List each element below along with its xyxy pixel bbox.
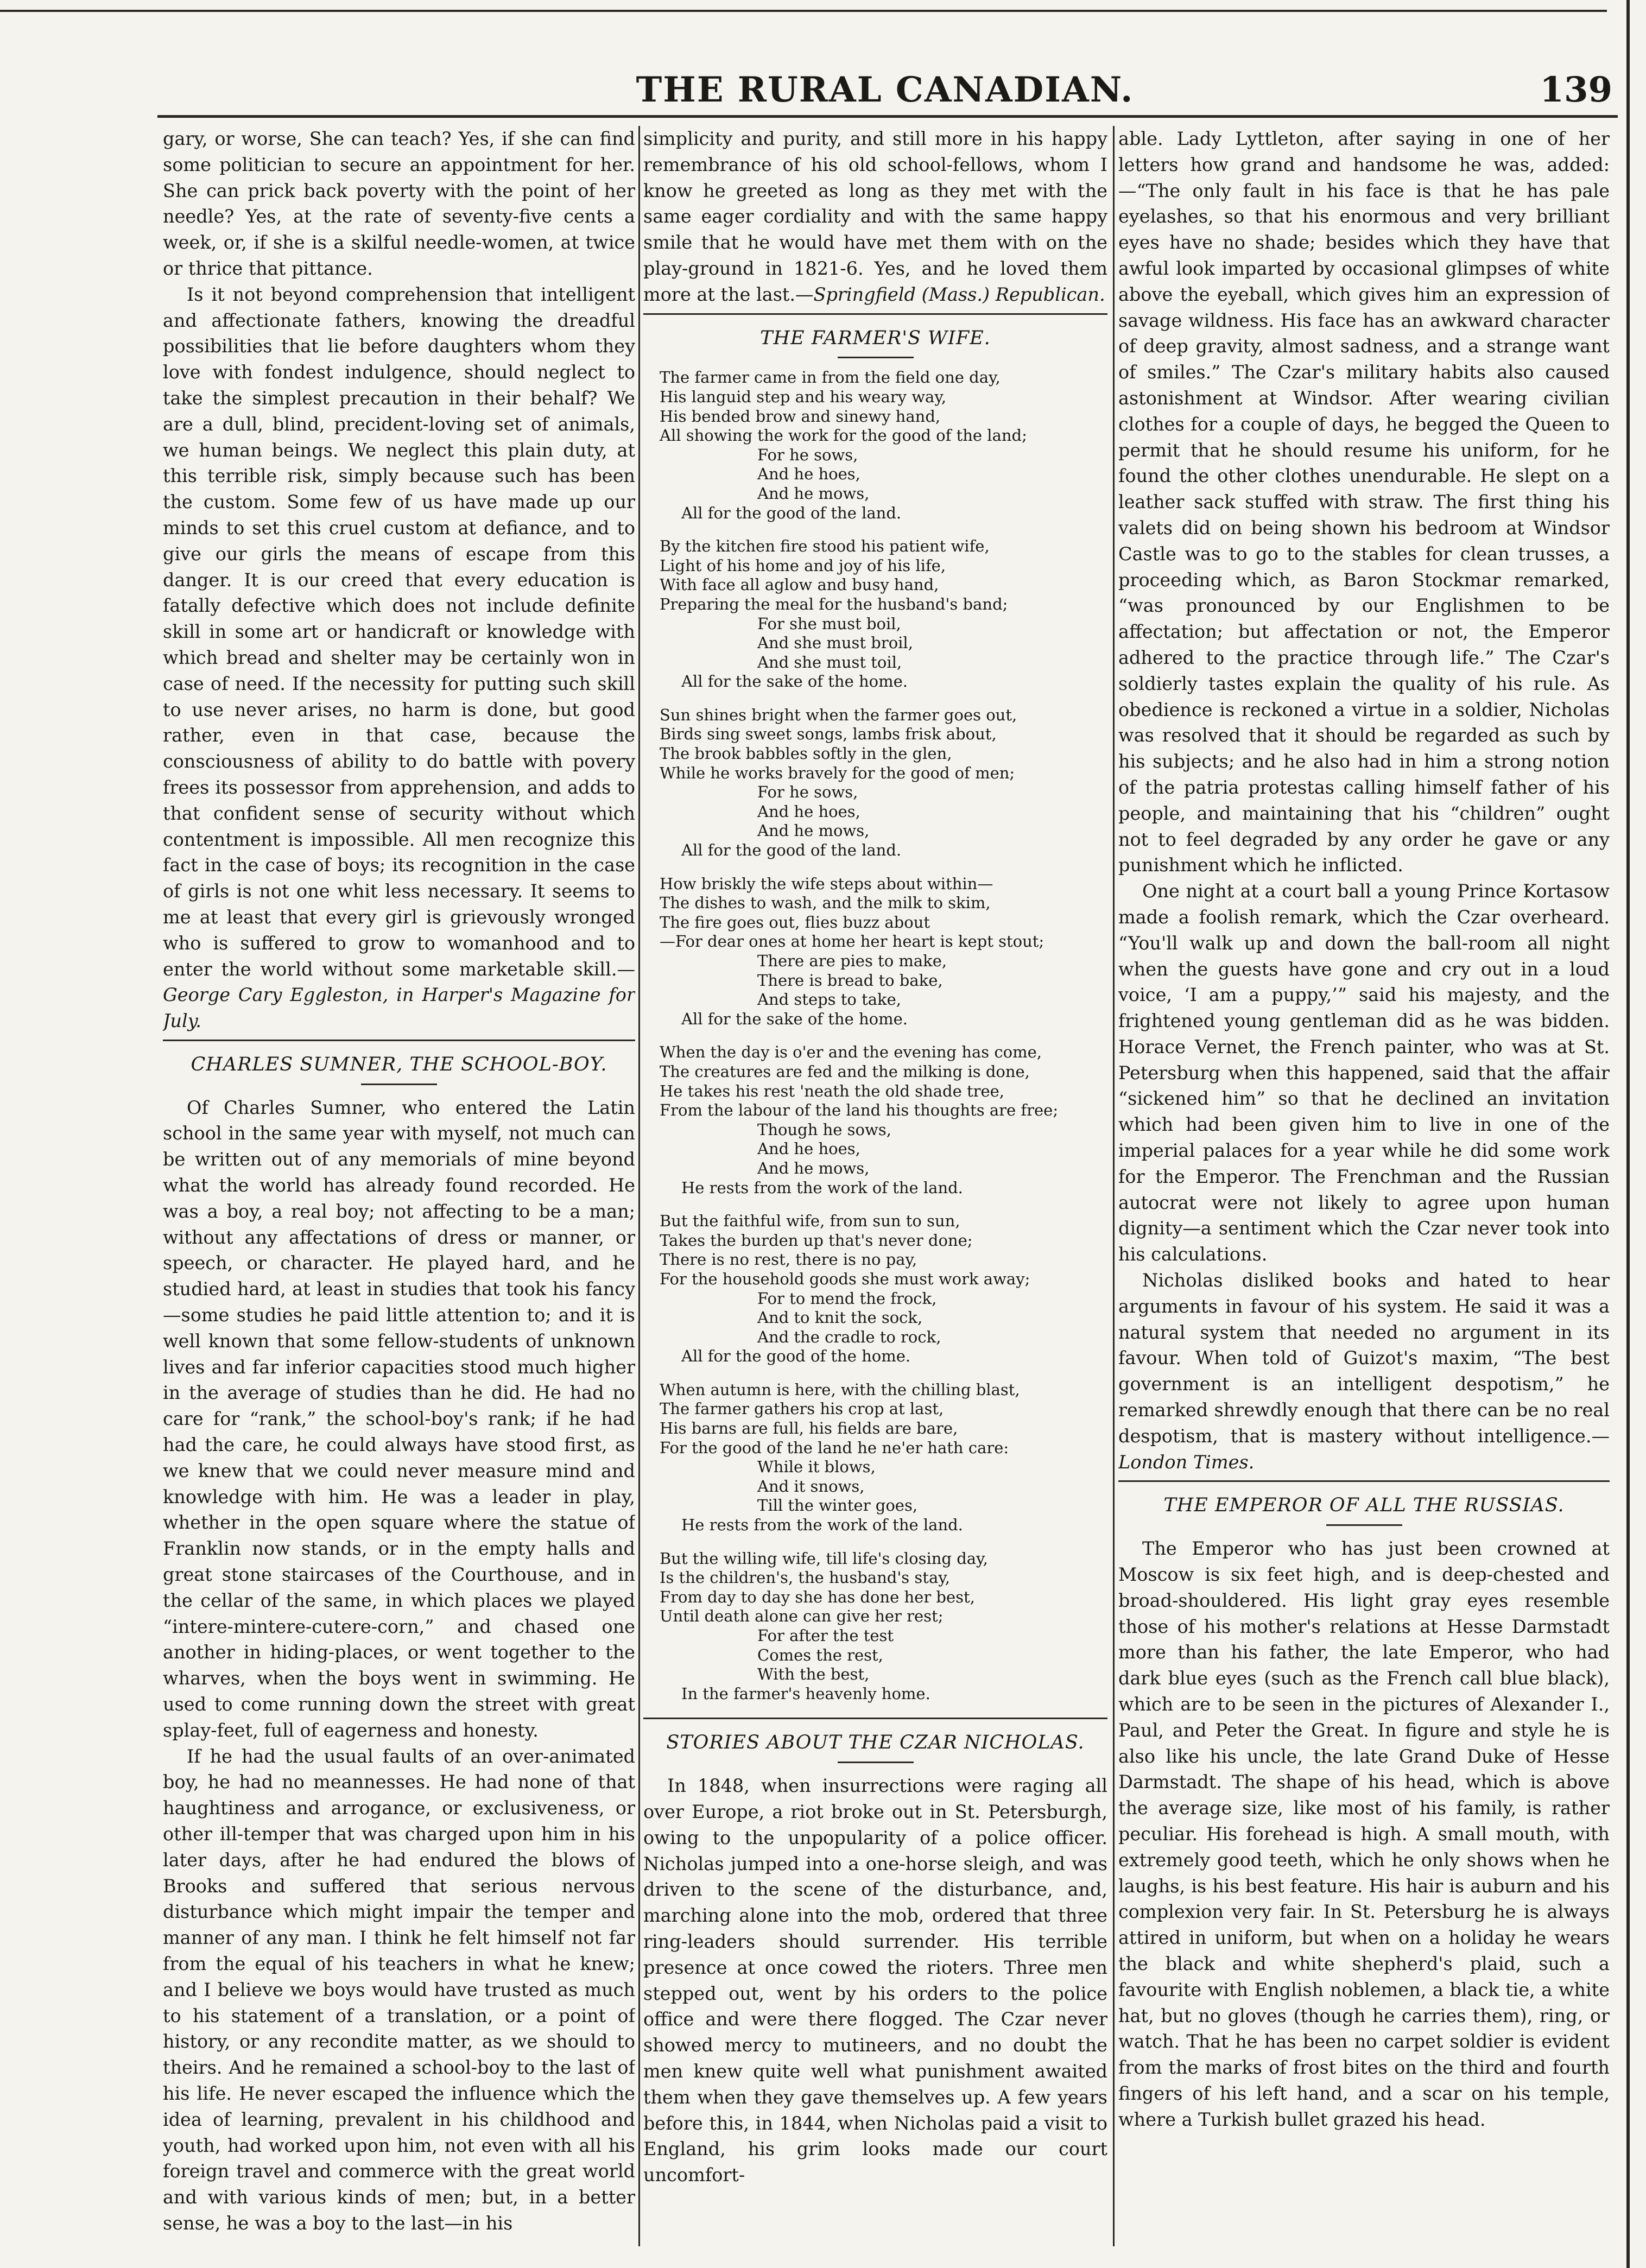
poem-line: But the willing wife, till life's closing day,	[660, 1549, 988, 1568]
poem-line: For to mend the frock,	[757, 1289, 937, 1308]
article-signature: —Springfield (Mass.) Republican.	[795, 283, 1105, 305]
top-edge-rule	[0, 10, 1607, 12]
poem-stanza	[660, 537, 1107, 692]
heading-rule	[838, 357, 914, 358]
heading-rule	[1326, 1524, 1402, 1526]
poem-line: And she must broil,	[757, 633, 913, 652]
poem-line: While he works bravely for the good of men;	[660, 763, 1015, 782]
section-rule	[643, 313, 1107, 315]
poem-line: There is no rest, there is no pay,	[660, 1250, 917, 1269]
poem-line: The farmer came in from the field one day,	[660, 368, 1001, 387]
poem-line: Till the winter goes,	[757, 1496, 918, 1515]
article-paragraph: In 1848, when insurrections were raging all over Europe, a riot broke out in St. Petersburgh, owing to the unpopularity of a police officer. Nicholas jumped into a one-horse sleigh, and was driven to the scene of the disturbance, and, marching alone into the mob, ordered that three ring-leaders should surrender. His terrible presence at once cowed the rioters. Three men stepped out, went by his orders to the police office and were there flogged. The Czar never showed mercy to mutineers, and no doubt the men knew quite well what punishment awaited them when they gave themselves up. A few years before this, in 1844, when Nicholas paid a visit to England, his grim looks made our court uncomfort-	[643, 1775, 1107, 2186]
article-paragraph	[163, 282, 635, 1034]
article-heading: STORIES ABOUT THE CZAR NICHOLAS.	[666, 1732, 1085, 1754]
poem-line: For he sows,	[757, 783, 858, 802]
poem-line: Light of his home and joy of his life,	[660, 556, 946, 575]
poem-line: And it snows,	[757, 1477, 865, 1496]
section-rule	[163, 1040, 635, 1041]
poem-stanza	[660, 368, 1107, 523]
article-paragraph: gary, or worse, She can teach? Yes, if she can find some politician to secure an appointment for her. She can prick back poverty with the point of her needle? Yes, at the rate of seventy-five cents a week, or, if she is a skilful needle-women, at twice or thrice that pittance.	[163, 128, 635, 279]
section-rule	[643, 1718, 1107, 1719]
poem-line: The fire goes out, flies buzz about	[660, 913, 930, 932]
poem-line: Sun shines bright when the farmer goes out,	[660, 705, 1017, 724]
poem-line: And he mows,	[757, 484, 870, 503]
section-rule	[1118, 1480, 1610, 1482]
poem-line: From the labour of the land his thoughts are free;	[660, 1101, 1059, 1120]
article-paragraph	[1118, 1268, 1610, 1475]
article-heading: CHARLES SUMNER, THE SCHOOL-BOY.	[191, 1053, 607, 1075]
article-paragraph: If he had the usual faults of an over-animated boy, he had no meannesses. He had none of that haughtiness and arrogance, or exclusiveness, or other ill-temper that was charged upon him in his later days, after he had endured the blows of Brooks and suffered that serious nervous disturbance which might impair the temper and manner of any man. I think he felt himself not far from the equal of his teachers in what he knew; and I believe we boys would have trusted as much to his statement of a translation, or a point of history, or any recondite matter, as we should to theirs. And he remained a school-boy to the last of his life. He never escaped the influence which the idea of learning, prevalent in his childhood and youth, had worked upon him, not even with all his foreign travel and commerce with the great world and with various kinds of men; but, in a better sense, he was a boy to the last—in his	[163, 1745, 635, 2234]
poem-line: And steps to take,	[757, 990, 901, 1009]
poem-line: His barns are full, his fields are bare,	[660, 1419, 958, 1438]
page-number: 139	[1540, 69, 1612, 110]
page-header	[152, 69, 1618, 118]
poem-line: The farmer gathers his crop at last,	[660, 1399, 944, 1418]
poem-line: And he hoes,	[757, 465, 860, 484]
article-paragraph: One night at a court ball a young Prince Kortasow made a foolish remark, which the Czar overheard. “You'll walk up and down the ball-room all night when the guests have gone and cry out in a loud voice, ‘I am a puppy,’” said his majesty, and the frightened young gentleman did as he was bidden. Horace Vernet, the French painter, who was at St. Petersburg when this happened, said that the affair “sickened him” so that he declined an invitation which had been given him to live in one of the imperial palaces for a year while he did some work for the Emperor. The Frenchman and the Russian autocrat were not likely to agree upon human dignity—a sentiment which the Czar never took into his calculations.	[1118, 880, 1610, 1265]
article-paragraph: Of Charles Sumner, who entered the Latin school in the same year with myself, not much can be written out of any memorials of mine beyond what the world has already found recorded. He was a boy, a real boy; not affecting to be a man; without any affectations of dress or manner, or speech, or character. He played hard, and he studied hard, at least in studies that took his fancy—some studies he paid little attention to; and it is well known that some fellow-students of unknown lives and far inferior capacities stood much higher in the average of studies than he did. He had no care for “rank,” the school-boy's rank; if he had had the care, he could always have stood first, as we knew that we could never measure mind and knowledge with him. He was a leader in play, whether in the open square where the statue of Franklin now stands, or in the empty halls and great stone staircases of the Courthouse, and in the cellar of the same, in which places we played “intere-mintere-cutere-corn,” and chased one another in hiding-places, or went together to the wharves, when the boys went in swimming. He used to come running down the street with great splay-feet, full of eagerness and honesty.	[163, 1097, 635, 1741]
paragraph-text: Is it not beyond comprehension that intelligent and affectionate fathers, knowing the dreadful possibilities that lie before daughters whom they love with fondest indulgence, should neglect to take the simplest precaution in their behalf? We are a dull, blind, precident-loving set of animals, we human beings. We neglect this plain duty, at this terrible risk, simply because such has been the custom. Some few of us have made up our minds to set this cruel custom at defiance, and to give our girls the means of escape from this danger. It is our creed that every education is fatally defective which does not include definite skill in some art or handicraft or knowledge with which bread and shelter may be certainly won in case of need. If the necessity for putting such skill to use never arises, no harm is done, but good rather, even in that case, because the consciousness of ability to do battle with povery frees its possessor from apprehension, and adds to that confident sense of security without which contentment is impossible. All men recognize this fact in the case of boys; its recognition in the case of girls is not one whit less necessary. It seems to me at least that every girl is grievously wronged who is suffered to grow to womanhood and to enter the world without some marketable skill.	[163, 283, 635, 980]
poem-line: The creatures are fed and the milking is done,	[660, 1062, 1030, 1081]
header-rule	[157, 115, 1618, 118]
poem-line: In the farmer's heavenly home.	[681, 1684, 930, 1703]
poem-stanza	[660, 875, 1107, 1029]
heading-rule	[838, 1762, 914, 1763]
poem-line: All for the sake of the home.	[681, 672, 908, 691]
poem-line: And he mows,	[757, 821, 870, 840]
poem-stanza	[660, 1380, 1107, 1535]
poem-line: From day to day she has done her best,	[660, 1587, 975, 1606]
poem-line: There are pies to make,	[757, 952, 947, 970]
column-1	[163, 126, 635, 2246]
poem-line: By the kitchen fire stood his patient wife,	[660, 537, 990, 556]
poem-line: And he mows,	[757, 1158, 870, 1177]
poem-line: And she must toil,	[757, 652, 902, 671]
poem-line: For the household goods she must work away;	[660, 1269, 1030, 1288]
article-paragraph: able. Lady Lyttleton, after saying in one of her letters how grand and handsome he was, added: —“The only fault in his face is that he has pale eyelashes, so that his enormous and very brilliant eyes have no shade; besides which they have that awful look imparted by occasional glimpses of white above the eyeball, which gives him an expression of savage wildness. His face has an awkward character of deep gravity, almost sadness, and a strange want of smiles.” The Czar's military habits also caused astonishment at Windsor. After wearing civilian clothes for a couple of days, he begged the Queen to permit that he should resume his uniform, for he found the other clothes unendurable. He slept on a leather sack stuffed with straw. The first thing his valets did on being shown his bedroom at Windsor Castle was to go to the stables for clean trusses, a proceeding which, as Baron Stockmar remarked, “was pronounced by our Englishmen to be affectation; but affectation or not, the Emperor adhered to the practice through life.” The Czar's soldierly tastes explain the quality of his rule. As obedience is reckoned a virtue in a soldier, Nicholas was resolved that it should be regarded as such by his subjects; and he also had in him a strong notion of the patria protestas calling himself father of his people, and maintaining that his “children” ought not to feel degraded by any order he gave or any punishment which he inflicted.	[1118, 128, 1610, 876]
poem-line: When the day is o'er and the evening has come,	[660, 1043, 1042, 1062]
column-3	[1118, 126, 1610, 2246]
poem	[643, 368, 1107, 1703]
poem-line: The dishes to wash, and the milk to skim,	[660, 894, 991, 913]
poem-line: All for the good of the home.	[681, 1347, 911, 1366]
masthead-title: THE RURAL CANADIAN.	[636, 69, 1134, 110]
poem-line: And to knit the sock,	[757, 1308, 923, 1327]
poem-stanza	[660, 1549, 1107, 1704]
poem-line: How briskly the wife steps about within—	[660, 874, 993, 893]
right-edge-line	[1626, 0, 1630, 2268]
poem-line: Preparing the meal for the husband's band;	[660, 594, 1008, 613]
poem-line: And he hoes,	[757, 802, 860, 821]
article-paragraph: The Emperor who has just been crowned at Moscow is six feet high, and is deep-chested and broad-shouldered. His light gray eyes resemble those of his mother's relations at Hesse Darmstadt more than his father, the late Emperor, who had dark blue eyes (such as the French call blue black), which are to be seen in the pictures of Alexander I., Paul, and Peter the Great. In figure and style he is also like his uncle, the late Grand Duke of Hesse Darmstadt. The shape of his head, which is above the average size, like most of his family, is rather peculiar. His forehead is high. A small mouth, with extremely good teeth, which he only shows when he laughs, is his best feature. His hair is auburn and his complexion very fair. In St. Petersburg he is always attired in uniform, but when on a holiday he wears the black and white shepherd's plaid, such a favourite with English noblemen, a black tie, a white hat, but no gloves (though he carries them), ring, or watch. That he has been no carpet soldier is evident from the marks of frost bites on the third and fourth fingers of his left hand, and a scar on his temple, where a Turkish bullet grazed his head.	[1118, 1538, 1610, 2130]
column-divider	[638, 126, 640, 2246]
poem-stanza	[660, 1043, 1107, 1198]
poem-line: Until death alone can give her rest;	[660, 1607, 944, 1626]
column-2	[643, 126, 1107, 2246]
article-signature: —George Cary Eggleston, in Harper's Magazine for July.	[163, 958, 635, 1032]
poem-line: For the good of the land he ne'er hath care:	[660, 1438, 1009, 1457]
heading-rule	[361, 1084, 437, 1085]
poem-line: All showing the work for the good of the land;	[660, 426, 1027, 445]
poem-line: He takes his rest 'neath the old shade tree,	[660, 1081, 1005, 1100]
poem-line: For after the test	[757, 1626, 894, 1645]
poem-line: The brook babbles softly in the glen,	[660, 744, 952, 763]
poem-stanza	[660, 706, 1107, 860]
article-paragraph	[643, 126, 1107, 308]
poem-line: But the faithful wife, from sun to sun,	[660, 1212, 960, 1231]
poem-line: Takes the burden up that's never done;	[660, 1231, 973, 1250]
poem-title: THE FARMER'S WIFE.	[760, 327, 991, 349]
poem-line: He rests from the work of the land.	[681, 1178, 963, 1197]
article-heading: THE EMPEROR OF ALL THE RUSSIAS.	[1163, 1494, 1565, 1517]
poem-line: And he hoes,	[757, 1139, 860, 1158]
article-signature: —London Times.	[1118, 1425, 1610, 1473]
poem-line: Comes the rest,	[757, 1645, 883, 1664]
poem-line: Though he sows,	[757, 1120, 891, 1139]
poem-line: Is the children's, the husband's stay,	[660, 1568, 950, 1587]
poem-line: Birds sing sweet songs, lambs frisk about,	[660, 725, 997, 744]
poem-stanza	[660, 1212, 1107, 1366]
poem-line: When autumn is here, with the chilling blast,	[660, 1380, 1020, 1399]
paragraph-text: Nicholas disliked books and hated to hear arguments in favour of his system. He said it was a natural system that needed no argument in its favour. When told of Guizot's maxim, “The best government is an intelligent despotism,” he remarked shrewdly enough that there can be no real despotism, that is mastery without intelligence.	[1118, 1270, 1610, 1447]
poem-line: There is bread to bake,	[757, 971, 943, 990]
poem-line: All for the good of the land.	[681, 503, 902, 522]
poem-line: For he sows,	[757, 445, 858, 464]
poem-line: His languid step and his weary way,	[660, 387, 947, 406]
poem-line: All for the sake of the home.	[681, 1009, 908, 1028]
poem-line: For she must boil,	[757, 614, 901, 633]
column-divider	[1113, 126, 1115, 2246]
poem-line: His bended brow and sinewy hand,	[660, 407, 941, 426]
poem-line: —For dear ones at home her heart is kept stout;	[660, 932, 1044, 951]
poem-line: All for the good of the land.	[681, 841, 902, 860]
poem-line: With the best,	[757, 1665, 870, 1684]
poem-line: While it blows,	[757, 1458, 876, 1477]
poem-line: He rests from the work of the land.	[681, 1516, 963, 1535]
paragraph-text: simplicity and purity, and still more in his happy remembrance of his old school-fellows, whom I know he greeted as long as they met with the same eager cordiality and with the same happy smile that he would have met them with on the play-ground in 1821-6. Yes, and he loved them more at the last.	[643, 128, 1107, 305]
poem-line: And the cradle to rock,	[757, 1327, 941, 1346]
poem-line: With face all aglow and busy hand,	[660, 575, 939, 594]
